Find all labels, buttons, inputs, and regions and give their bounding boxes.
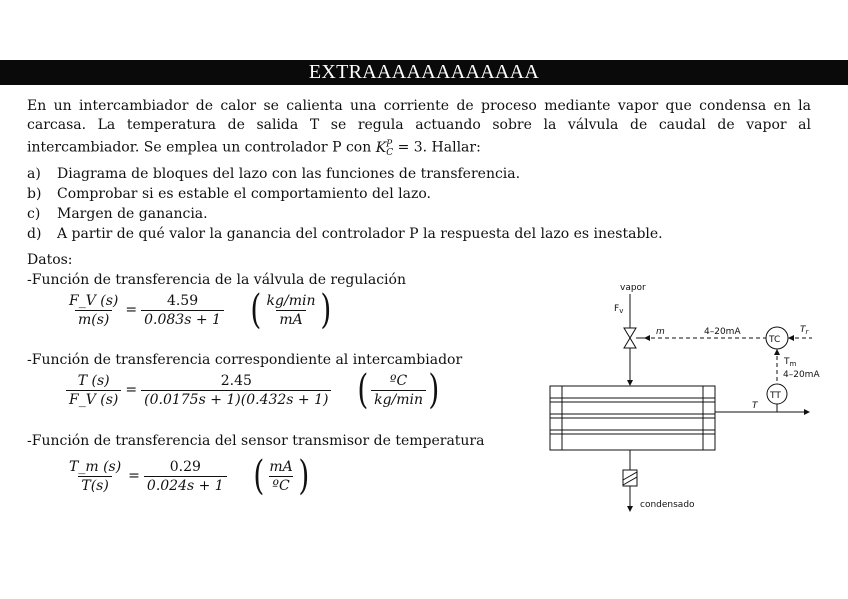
lhs-den: m(s) <box>75 310 112 328</box>
units: ( $\frac{mA}{\text{ºC}}$ ) <box>253 453 309 499</box>
item-text: Margen de ganancia. <box>57 206 208 222</box>
t-out-label: T <box>752 401 758 411</box>
equals-sign: = <box>125 382 138 398</box>
unit-num: ºC <box>389 372 408 389</box>
signal1-label: 4–20mA <box>704 327 741 337</box>
unit-den: ºC <box>269 476 292 494</box>
item-label: b) <box>27 186 42 202</box>
tt-label: TT <box>770 391 781 401</box>
rhs-den: 0.024s + 1 <box>144 476 227 494</box>
lhs-num: T (s) <box>77 372 110 389</box>
list-item <box>27 204 817 224</box>
lhs-den: T(s) <box>78 476 111 494</box>
section-heading-valve: -Función de transferencia de la válvula de regulación <box>27 272 406 288</box>
equation-valve <box>66 287 334 333</box>
list-item <box>27 164 817 184</box>
units: ( $\frac{kg/\min}{mA}$ ) <box>250 287 332 333</box>
kc-sup: P <box>386 139 393 149</box>
question-list <box>27 164 817 244</box>
rhs-den: 0.083s + 1 <box>141 310 224 328</box>
unit-den: kg/min <box>371 390 426 408</box>
rhs-fraction <box>141 293 224 328</box>
controller-gain-value: = 3. Hallar: <box>397 139 481 156</box>
item-text: A partir de qué valor la ganancia del controlador P la respuesta del lazo es inestable. <box>57 226 663 242</box>
page-title-bar <box>0 60 848 85</box>
heat-exchanger-diagram <box>540 276 848 526</box>
item-label: c) <box>27 206 41 222</box>
arrow-left-icon <box>788 335 794 341</box>
lhs-fraction <box>66 373 121 408</box>
condensado-label: condensado <box>640 500 695 510</box>
arrow-left-icon <box>644 335 650 341</box>
item-text: Comprobar si es estable el comportamiento del lazo. <box>57 186 431 202</box>
rhs-num: 2.45 <box>220 372 252 389</box>
arrow-down-icon <box>627 506 633 512</box>
section-heading-exchanger: -Función de transferencia correspondiente al intercambiador <box>27 352 463 368</box>
item-label: d) <box>27 226 42 242</box>
trap-hatch <box>623 472 637 480</box>
trap-hatch <box>623 477 637 485</box>
arrow-up-icon <box>774 349 780 355</box>
units: ( $\frac{\text{ºC}}{kg/\min}$ ) <box>357 367 440 413</box>
equals-sign: = <box>128 468 140 484</box>
arrow-down-icon <box>627 380 633 386</box>
list-item <box>27 184 817 204</box>
m-label: m <box>656 327 665 337</box>
lhs-num: F_V (s) <box>69 292 119 309</box>
process-diagram <box>540 276 848 526</box>
signal2-label: 4–20mA <box>783 370 820 380</box>
arrow-right-icon <box>804 409 810 415</box>
lhs-fraction <box>66 293 121 328</box>
kc-base: K <box>375 139 387 156</box>
equation-sensor <box>66 453 311 499</box>
rhs-num: 0.29 <box>169 458 201 475</box>
page-title: EXTRAAAAAAAAAAAA <box>308 61 540 83</box>
list-item <box>27 224 817 244</box>
item-text: Diagrama de bloques del lazo con las funciones de transferencia. <box>57 166 521 182</box>
rhs-den: (0.0175s + 1)(0.432s + 1) <box>141 390 331 408</box>
rhs-fraction <box>144 459 227 494</box>
statement-text: En un intercambiador de calor se calienta una corriente de proceso mediante vapor que condensa en la carcasa. La temperatura de salida T se regula actuando sobre la válvula de caudal de vapor al intercambiador. Se emplea un controlador P con <box>27 98 811 156</box>
unit-num: kg/min <box>266 292 316 309</box>
unit-den: mA <box>276 310 305 328</box>
data-heading: Datos: <box>27 252 73 268</box>
rhs-num: 4.59 <box>166 292 199 309</box>
lhs-num: T_m (s) <box>69 458 122 475</box>
fv-label: $F_v$ <box>614 304 624 315</box>
section-heading-sensor: -Función de transferencia del sensor transmisor de temperatura <box>27 433 485 449</box>
tm-label: $T_m$ <box>784 357 797 368</box>
vapor-label: vapor <box>620 283 646 293</box>
item-label: a) <box>27 166 41 182</box>
problem-statement <box>27 97 811 163</box>
unit-num: mA <box>269 458 293 475</box>
rhs-fraction <box>141 373 331 408</box>
valve-icon-lower <box>624 338 636 348</box>
valve-icon <box>624 328 636 338</box>
kc-sub: C <box>386 148 394 159</box>
equals-sign: = <box>125 302 138 318</box>
lhs-den: F_V (s) <box>66 390 121 408</box>
tr-label: $T_r$ <box>800 325 809 336</box>
lhs-fraction <box>66 459 124 494</box>
tc-label: TC <box>769 335 781 345</box>
controller-gain-symbol <box>375 139 394 159</box>
equation-exchanger <box>66 367 442 413</box>
